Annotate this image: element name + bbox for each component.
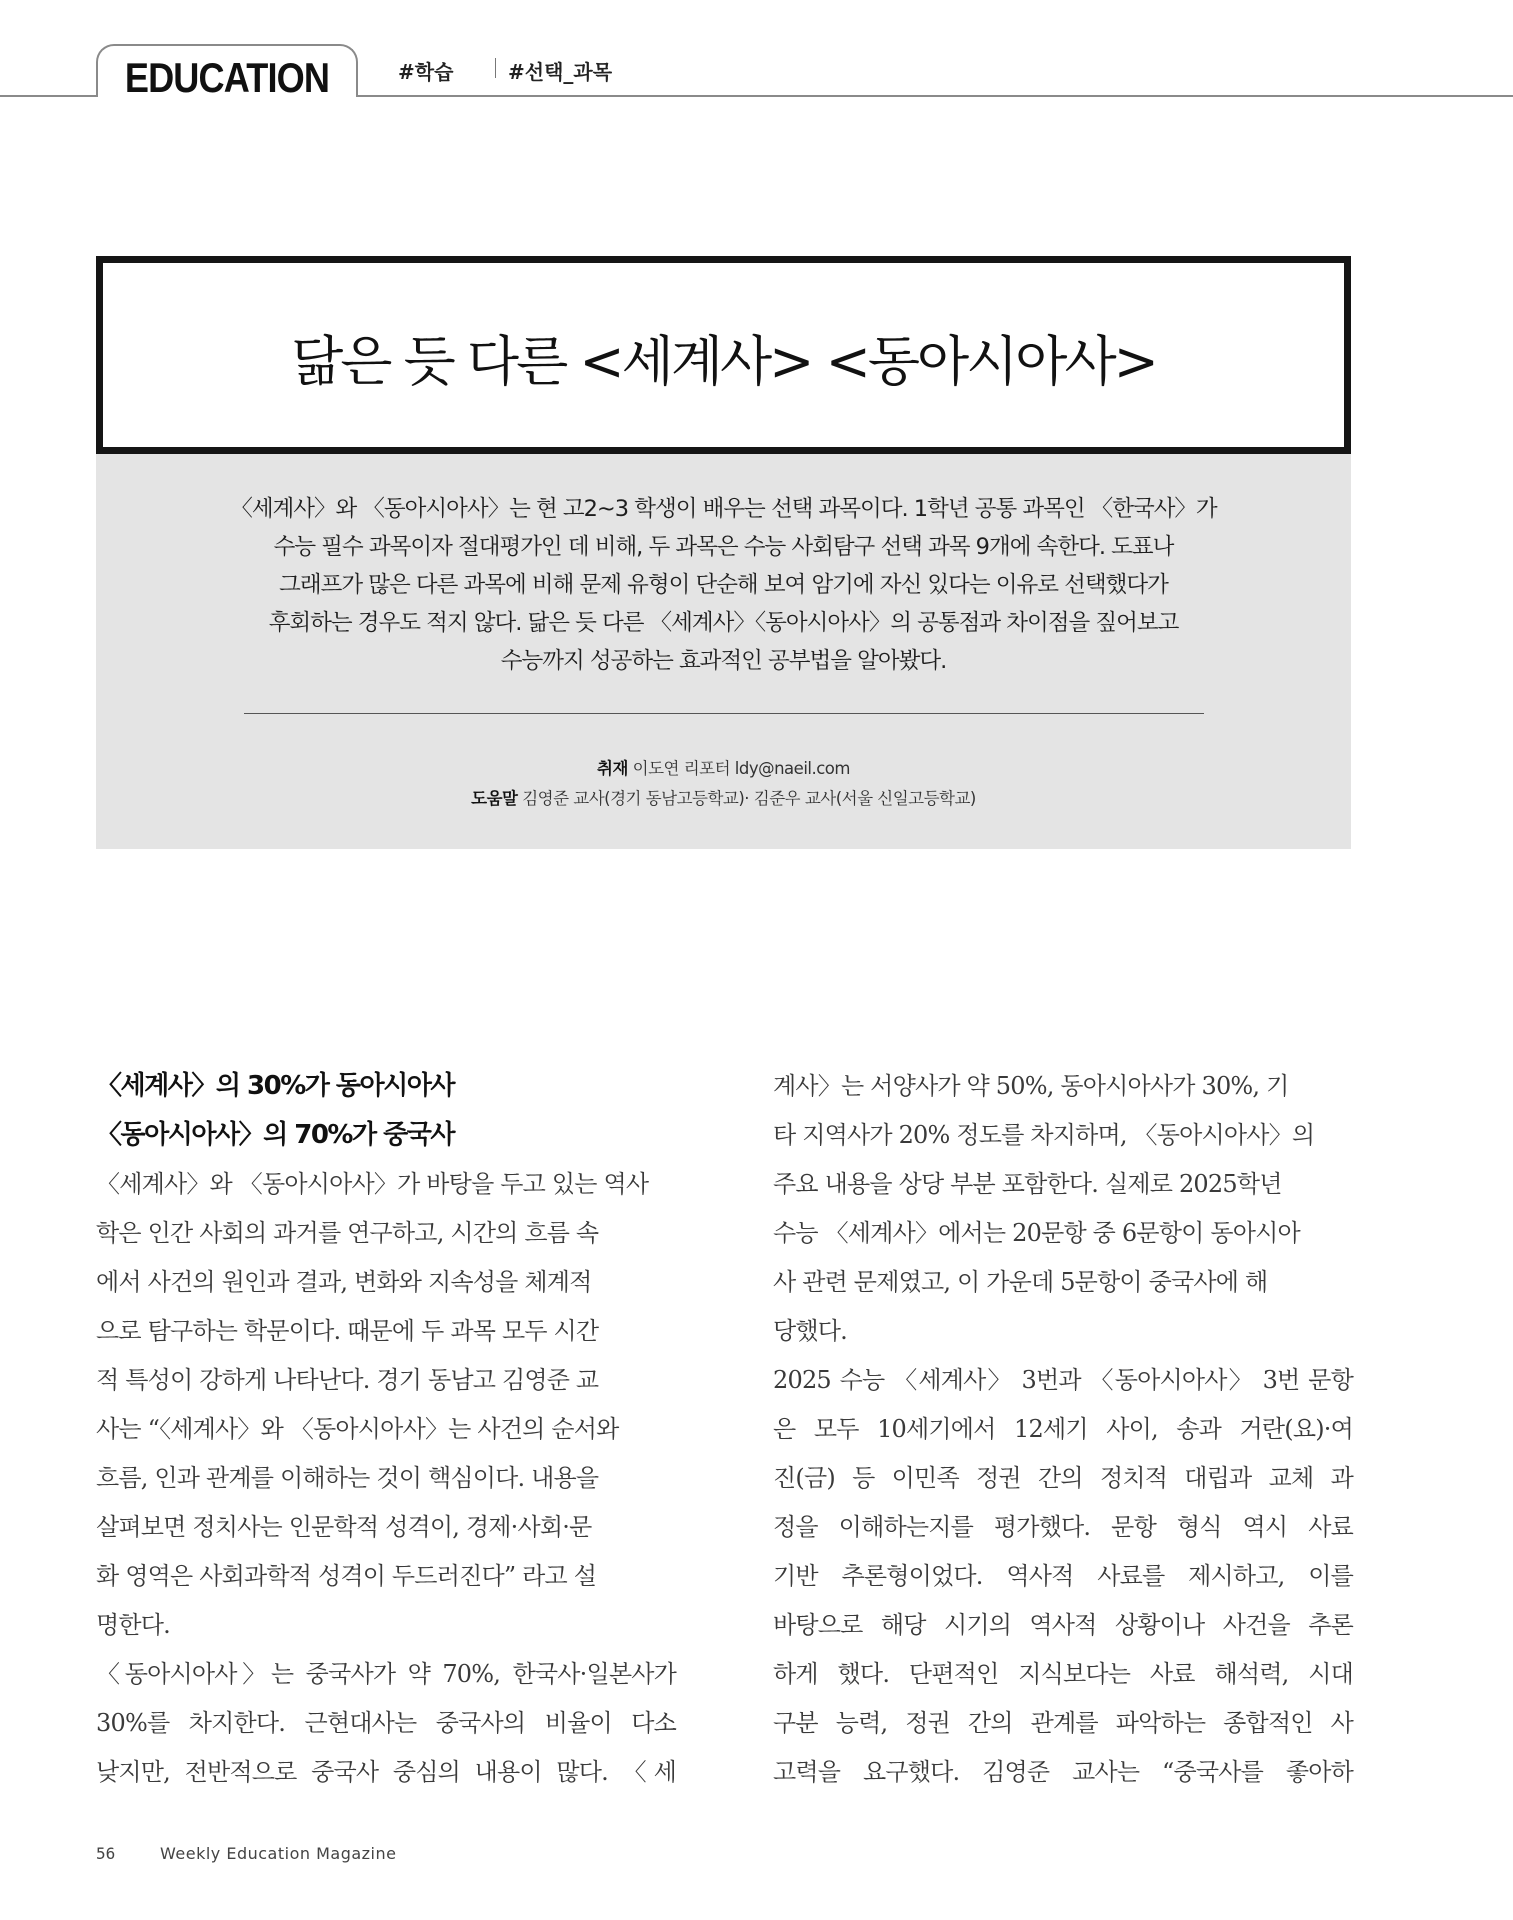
subhead: 〈동아시아사〉의 70%가 중국사	[96, 1120, 454, 1150]
lead-divider	[244, 713, 1204, 714]
text-line: 〈세계사〉와 〈동아시아사〉가 바탕을 두고 있는 역사	[96, 1170, 649, 1198]
paragraph	[96, 1650, 676, 1797]
text-line: 정을 이해하는지를 평가했다. 문항 형식 역시 사료	[773, 1513, 1353, 1541]
tag-elective-subject: #선택_과목	[508, 60, 613, 84]
text-line: 2025 수능 〈세계사〉 3번과 〈동아시아사〉 3번 문항	[773, 1366, 1353, 1394]
reporter-credit	[96, 754, 1351, 784]
section-tab	[96, 44, 358, 101]
text-line: 명한다.	[96, 1611, 170, 1639]
lead-summary	[186, 490, 1261, 680]
subhead: 〈세계사〉의 30%가 동아시아사	[96, 1071, 454, 1101]
paragraph	[773, 1062, 1353, 1356]
text-line: 계사〉는 서양사가 약 50%, 동아시아사가 30%, 기	[773, 1072, 1289, 1100]
text-line: 적 특성이 강하게 나타난다. 경기 동남고 김영준 교	[96, 1366, 599, 1394]
lead-line: 그래프가 많은 다른 과목에 비해 문제 유형이 단순해 보여 암기에 자신 있다는 이유로 선택했다가	[279, 572, 1168, 598]
text-line: 진(금) 등 이민족 정권 간의 정치적 대립과 교체 과	[773, 1464, 1353, 1492]
lead-box	[96, 454, 1351, 849]
text-line: 은 모두 10세기에서 12세기 사이, 송과 거란(요)·여	[773, 1415, 1353, 1443]
page-number: 56	[96, 1844, 116, 1863]
lead-line: 후회하는 경우도 적지 않다. 닮은 듯 다른 〈세계사〉〈동아시아사〉의 공통점과 차이점을 짚어보고	[268, 610, 1179, 636]
text-line: 30%를 차지한다. 근현대사는 중국사의 비율이 다소	[96, 1709, 676, 1737]
text-line: 학은 인간 사회의 과거를 연구하고, 시간의 흐름 속	[96, 1219, 599, 1247]
text-line: 사는 “〈세계사〉와 〈동아시아사〉는 사건의 순서와	[96, 1415, 619, 1443]
text-line: 당했다.	[773, 1317, 847, 1345]
text-line: 수능 〈세계사〉에서는 20문항 중 6문항이 동아시아	[773, 1219, 1300, 1247]
help-names: 김영준 교사(경기 동남고등학교)· 김준우 교사(서울 신일고등학교)	[522, 789, 976, 808]
text-line: 주요 내용을 상당 부분 포함한다. 실제로 2025학년	[773, 1170, 1282, 1198]
lead-line: 수능 필수 과목이자 절대평가인 데 비해, 두 과목은 수능 사회탐구 선택 과목 9개에 속한다. 도표나	[273, 534, 1174, 560]
tag-study: #학습	[398, 60, 454, 84]
text-line: 바탕으로 해당 시기의 역사적 상황이나 사건을 추론	[773, 1611, 1353, 1639]
magazine-title: Weekly Education Magazine	[160, 1844, 397, 1863]
paragraph	[96, 1160, 676, 1650]
text-line: 에서 사건의 원인과 결과, 변화와 지속성을 체계적	[96, 1268, 592, 1296]
paragraph	[773, 1356, 1353, 1797]
text-line: 구분 능력, 정권 간의 관계를 파악하는 종합적인 사	[773, 1709, 1353, 1737]
text-line: 사 관련 문제였고, 이 가운데 5문항이 중국사에 해	[773, 1268, 1268, 1296]
text-line: 살펴보면 정치사는 인문학적 성격이, 경제·사회·문	[96, 1513, 592, 1541]
right-column	[773, 1062, 1353, 1797]
text-line: 하게 했다. 단편적인 지식보다는 사료 해석력, 시대	[773, 1660, 1353, 1688]
text-line: 으로 탐구하는 학문이다. 때문에 두 과목 모두 시간	[96, 1317, 599, 1345]
lead-line: 〈세계사〉와 〈동아시아사〉는 현 고2~3 학생이 배우는 선택 과목이다. 1학년 공통 과목인 〈한국사〉가	[230, 496, 1217, 522]
text-line: 고력을 요구했다. 김영준 교사는 “중국사를 좋아하	[773, 1758, 1353, 1786]
reporter-name: 이도연 리포터 ldy@naeil.com	[632, 759, 850, 778]
help-label: 도움말	[471, 789, 518, 808]
text-line: 기반 추론형이었다. 역사적 사료를 제시하고, 이를	[773, 1562, 1353, 1590]
lead-line: 수능까지 성공하는 효과적인 공부법을 알아봤다.	[500, 648, 947, 674]
article-title: 닮은 듯 다른 <세계사> <동아시아사>	[291, 330, 1156, 393]
text-line: 흐름, 인과 관계를 이해하는 것이 핵심이다. 내용을	[96, 1464, 599, 1492]
credits	[96, 754, 1351, 814]
reporter-label: 취재	[597, 759, 628, 778]
text-line: 낮지만, 전반적으로 중국사 중심의 내용이 많다. 〈세	[96, 1758, 676, 1786]
left-column	[96, 1062, 676, 1797]
text-line: 타 지역사가 20% 정도를 차지하며, 〈동아시아사〉의	[773, 1121, 1315, 1149]
text-line: 〈동아시아사〉는 중국사가 약 70%, 한국사·일본사가	[96, 1660, 676, 1688]
help-credit	[96, 784, 1351, 814]
text-line: 화 영역은 사회과학적 성격이 두드러진다” 라고 설	[96, 1562, 597, 1590]
tag-separator	[495, 58, 496, 78]
title-box	[96, 256, 1351, 454]
section-label: EDUCATION	[124, 54, 330, 101]
